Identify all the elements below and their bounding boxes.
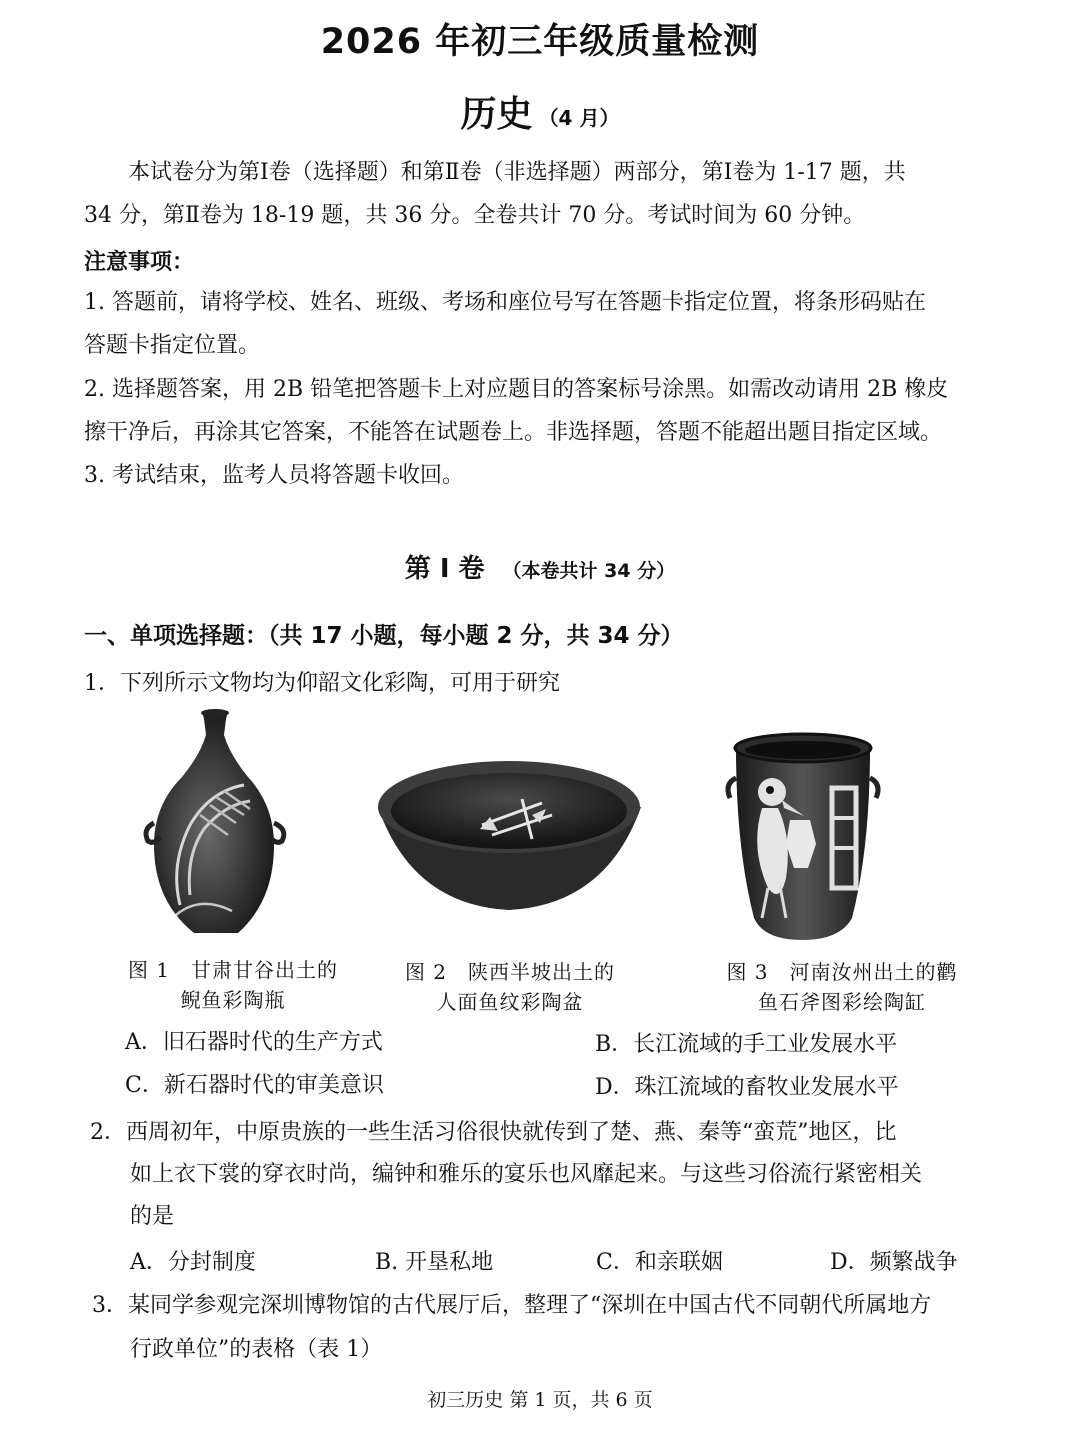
q2-line-2: 如上衣下裳的穿衣时尚，编钟和雅乐的宴乐也风靡起来。与这些习俗流行紧密相关	[130, 1162, 923, 1187]
q2-line-3: 的是	[130, 1204, 175, 1229]
exam-title: 2026 年初三年级质量检测	[320, 22, 760, 62]
intro-line-1: 本试卷分为第Ⅰ卷（选择题）和第Ⅱ卷（非选择题）两部分，第Ⅰ卷为 1-17 题，共	[128, 160, 906, 185]
note-1-line-2: 答题卡指定位置。	[84, 333, 261, 358]
volume-title: 第 I 卷	[404, 554, 485, 584]
painted-jar-icon	[720, 728, 885, 943]
intro-line-2: 34 分，第Ⅱ卷为 18-19 题，共 36 分。全卷共计 70 分。考试时间为 60 分钟。	[84, 203, 866, 228]
q1-option-a: A．旧石器时代的生产方式	[125, 1030, 383, 1055]
q2-option-b: B. 开垦私地	[375, 1250, 494, 1275]
q1-option-b: B．长江流域的手工业发展水平	[595, 1032, 898, 1057]
q1-option-c: C．新石器时代的审美意识	[125, 1073, 384, 1098]
figure-2-caption-line-1: 图 2 陕西半坡出土的	[404, 960, 616, 984]
painted-basin-icon	[372, 755, 647, 915]
figure-1-caption-line-2: 鲵鱼彩陶瓶	[180, 988, 286, 1012]
volume-score-note: （本卷共计 34 分）	[502, 560, 676, 582]
figure-3-caption	[710, 957, 974, 1017]
note-2-line-1: 2. 选择题答案，用 2B 铅笔把答题卡上对应题目的答案标号涂黑。如需改动请用 2B 橡皮	[84, 377, 949, 402]
exam-month: （4 月）	[538, 105, 620, 130]
section-heading: 一、单项选择题：（共 17 小题，每小题 2 分，共 34 分）	[84, 623, 684, 649]
note-2-line-2: 擦干净后，再涂其它答案，不能答在试题卷上。非选择题，答题不能超出题目指定区域。	[84, 420, 943, 445]
note-1-line-1: 1. 答题前，请将学校、姓名、班级、考场和座位号写在答题卡指定位置，将条形码贴在	[84, 290, 926, 315]
subject-name: 历史	[460, 94, 533, 135]
figure-3-caption-line-1: 图 3 河南汝州出土的鹳	[726, 960, 958, 984]
figure-2-caption-line-2: 人面鱼纹彩陶盆	[436, 990, 584, 1014]
note-3: 3. 考试结束，监考人员将答题卡收回。	[84, 463, 464, 488]
q2-option-c: C．和亲联姻	[596, 1250, 723, 1275]
q2-option-a: A．分封制度	[130, 1250, 256, 1275]
figure-1-caption-line-1: 图 1 甘肃甘谷出土的	[127, 958, 339, 982]
page-footer: 初三历史 第 1 页，共 6 页	[427, 1389, 653, 1411]
volume-heading	[0, 548, 1080, 585]
figure-1-caption	[118, 955, 348, 1015]
figure-3-caption-line-2: 鱼石斧图彩绘陶缸	[758, 990, 926, 1014]
q3-line-1: 3．某同学参观完深圳博物馆的古代展厅后，整理了“深圳在中国古代不同朝代所属地方	[92, 1293, 932, 1318]
amphora-vase-icon	[140, 705, 290, 940]
q2-option-d: D．频繁战争	[830, 1250, 958, 1275]
subject-heading	[0, 86, 1080, 137]
q1-option-d: D．珠江流域的畜牧业发展水平	[595, 1075, 899, 1100]
q3-line-2: 行政单位”的表格（表 1）	[130, 1337, 383, 1362]
notes-heading: 注意事项：	[84, 250, 195, 275]
figure-2-caption	[396, 957, 624, 1017]
q2-line-1: 2．西周初年，中原贵族的一些生活习俗很快就传到了楚、燕、秦等“蛮荒”地区，比	[90, 1120, 897, 1145]
q1-stem: 1．下列所示文物均为仰韶文化彩陶，可用于研究	[84, 671, 560, 696]
